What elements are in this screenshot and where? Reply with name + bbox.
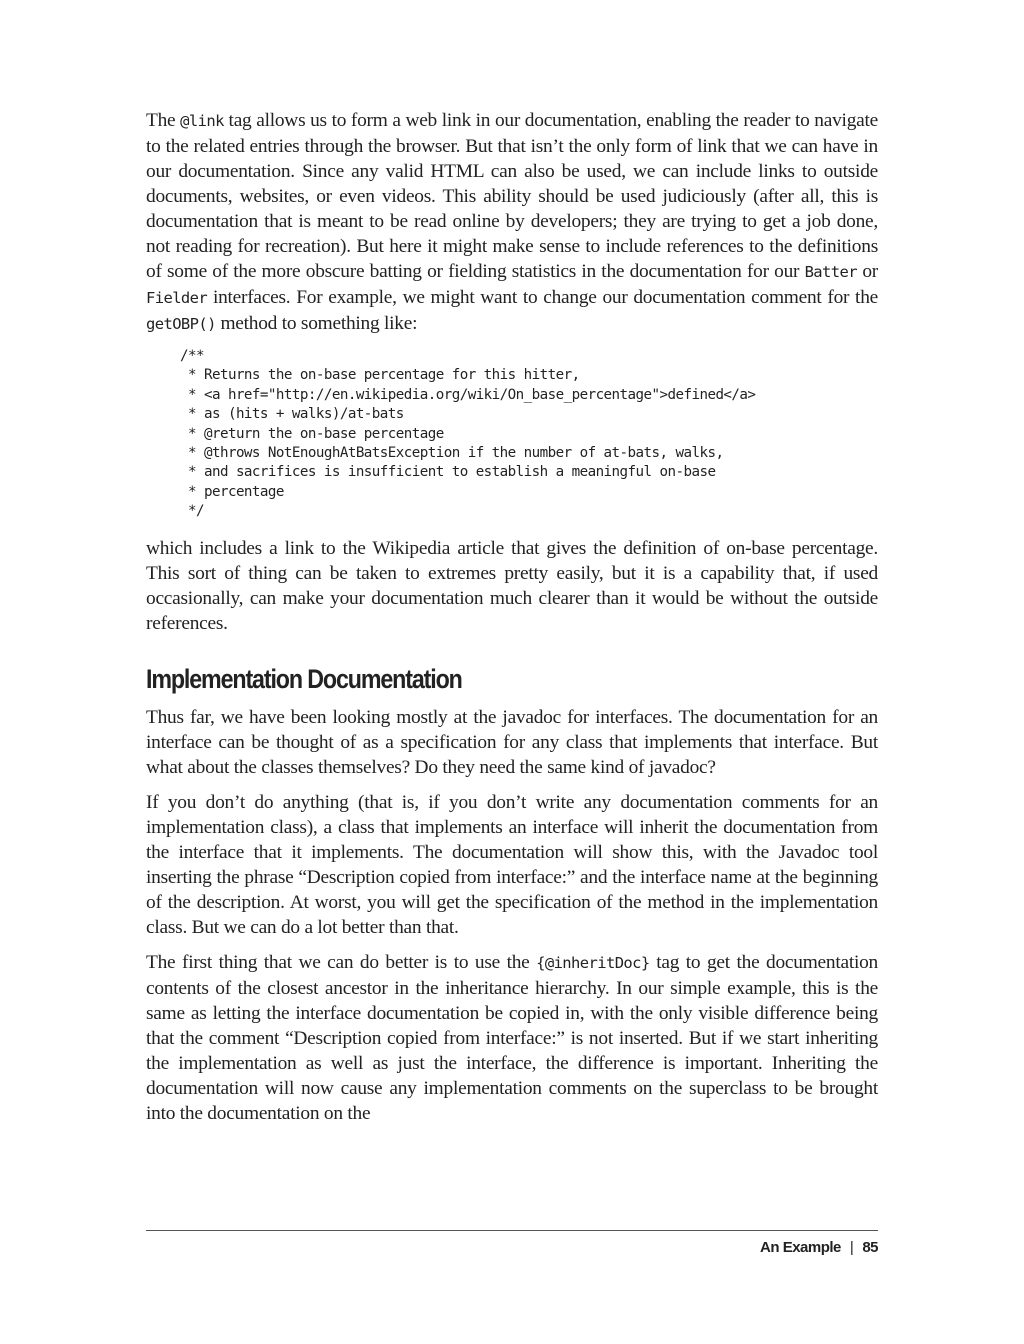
paragraph-inherit: If you don’t do anything (that is, if you don’t write any documentation comments for an implementation class), a class that implements an interface will inherit the documentation from the interface that it implements. The documentation will show this, with the Javadoc tool inserting the phrase “Description copied from interface:” and the interface name at the beginning of the description. At worst, you will get the specification of the method in the implementation class. But we can do a lot better than that. [146,791,878,938]
footer-divider [146,1230,878,1231]
paragraph-wikipedia-link: which includes a link to the Wikipedia article that gives the definition of on-base percentage. This sort of thing can be taken to extremes pretty easily, but it is a capability that, if used occasionally, can make your documentation much clearer than it would be without the outside references. [146,537,878,634]
paragraph-link-tag [146,108,878,337]
page-content [146,108,878,1126]
text: The [146,110,181,131]
text: tag allows us to form a web link in our documentation, enabling the reader to navigate to the related entries through the browser. But that isn’t the only form of link that we can have in our documentation. Since any valid HTML can also be used, we can include links to outside documents, websites, or even videos. This ability should be used judiciously (after all, this is documentation that is meant to be read online by developers; they are trying to get a job done, not reading for recreation). But here it might make sense to include references to the definitions of some of the more obscure batting or fielding statistics in the documentation for our [146,110,878,282]
text: tag to get the documentation contents of the closest ancestor in the inheritance hierarchy. In our simple example, this is the same as letting the interface documentation be copied in, with the only visible difference being that the comment “Description copied from interface:” is not inserted. But if we start inheriting the implementation as well as just the interface, the difference is important. Inheriting the documentation will now cause any implementation comments on the superclass to be brought into the documentation on the [146,951,879,1124]
page-footer [760,1239,878,1256]
inline-code: Fielder [146,289,208,307]
inline-code: getOBP() [146,315,216,333]
text: interfaces. For example, we might want to change our documentation comment for the [207,287,878,308]
page-number: 85 [862,1239,878,1256]
paragraph-inheritdoc [146,950,878,1126]
inline-code: @link [180,112,224,130]
inline-code: Batter [804,263,857,281]
inline-code: {@inheritDoc} [536,953,650,972]
section-heading: Implementation Documentation [146,663,462,694]
text: or [856,261,878,282]
paragraph-interfaces: Thus far, we have been looking mostly at the javadoc for interfaces. The documentation for an interface can be thought of as a specification for any class that implements that interface. But what about the classes themselves? Do they need the same kind of javadoc? [146,706,878,778]
footer-separator: | [849,1239,854,1256]
code-listing: /** * Returns the on-base percentage for this hitter, * <a href="http://en.wikipedia.org/wiki/On_base_percentage">defined</a> * as (hits + walks)/at-bats * @return the on-base percentage * @throws NotEnoughAtBatsException if the number of at-bats, walks, * and sacrifices is insufficient to establish a meaningful on-base * percentage */ [180,348,756,520]
text: The first thing that we can do better is to use the [146,951,537,973]
footer-section-title: An Example [760,1239,841,1256]
text: method to something like: [215,313,418,334]
